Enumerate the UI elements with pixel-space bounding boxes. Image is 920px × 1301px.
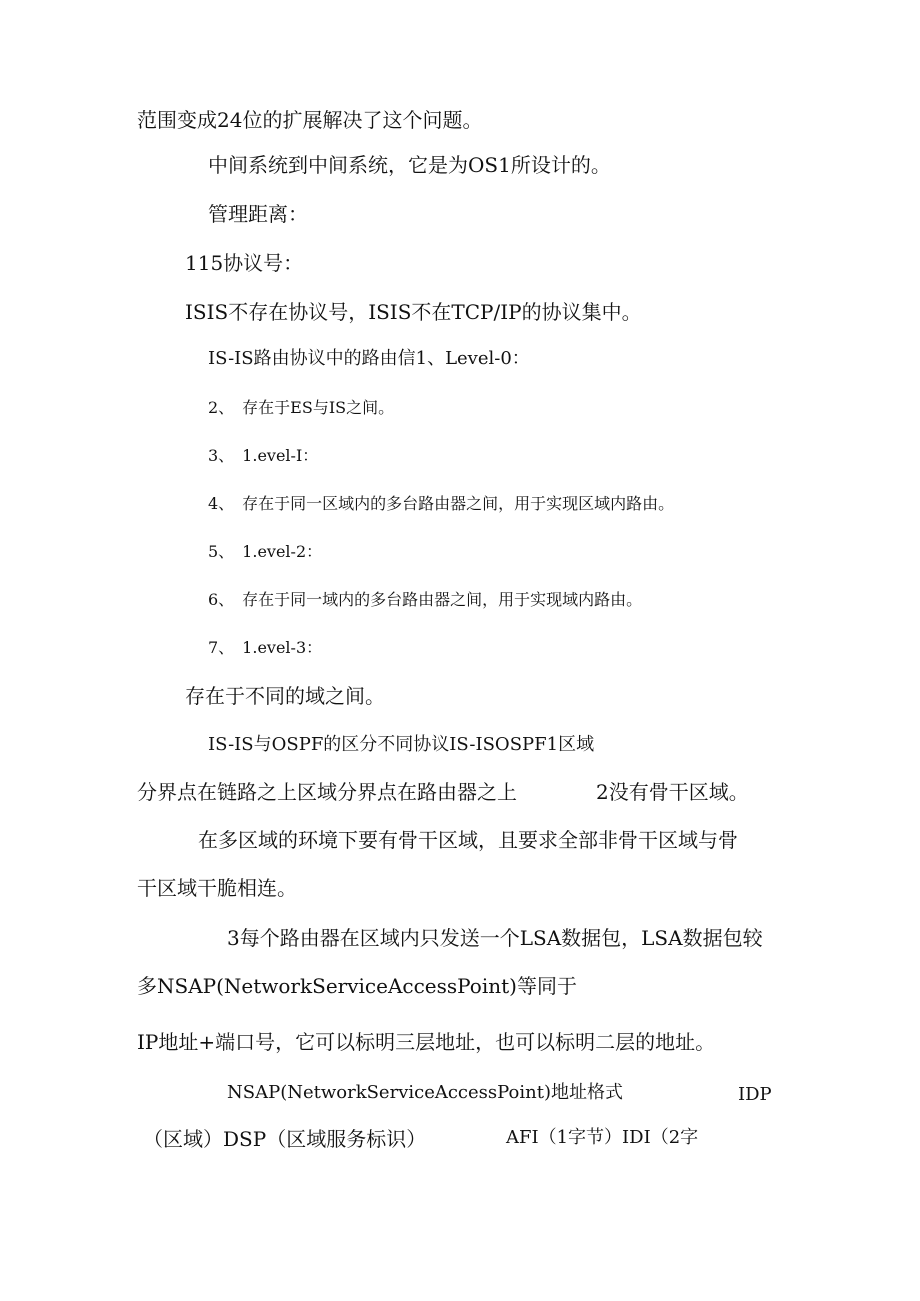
- list-item-3: 3、 1.evel-I：: [208, 446, 319, 465]
- text-line-1: 范围变成24位的扩展解决了这个问题。: [137, 108, 483, 132]
- text-line-22b: AFI（1字节）IDI（2字: [506, 1127, 699, 1148]
- text-line-15b: 2没有骨干区域。: [596, 780, 749, 804]
- text-line-20: IP地址+端口号，它可以标明三层地址，也可以标明二层的地址。: [137, 1030, 716, 1054]
- text-line-17: 干区域干脆相连。: [137, 876, 297, 900]
- text-line-5: ISIS不存在协议号，ISIS不在TCP/IP的协议集中。: [185, 300, 642, 324]
- text-line-3: 管理距离：: [208, 202, 308, 226]
- text-line-19: 多NSAP(NetworkServiceAccessPoint)等同于: [137, 974, 577, 998]
- list-item-5: 5、 1.evel-2：: [208, 542, 323, 561]
- text-line-14: IS-IS与OSPF的区分不同协议IS-ISOSPF1区域: [208, 734, 595, 755]
- text-line-21: NSAP(NetworkServiceAccessPoint)地址格式: [227, 1082, 623, 1103]
- text-line-21b: IDP: [738, 1084, 772, 1105]
- text-line-13: 存在于不同的域之间。: [185, 684, 385, 708]
- list-item-2: 2、 存在于ES与IS之间。: [208, 398, 395, 417]
- text-line-18: 3每个路由器在区域内只发送一个LSA数据包，LSA数据包较: [227, 926, 763, 950]
- text-line-22: （区域）DSP（区域服务标识）: [143, 1127, 427, 1151]
- list-item-6: 6、 存在于同一域内的多台路由器之间，用于实现域内路由。: [208, 590, 643, 609]
- text-line-4: 115协议号：: [185, 251, 304, 275]
- text-line-16: 在多区域的环境下要有骨干区域，且要求全部非骨干区域与骨: [198, 828, 738, 852]
- text-line-6: IS-IS路由协议中的路由信1、Level-0：: [208, 348, 530, 369]
- list-item-4: 4、 存在于同一区域内的多台路由器之间，用于实现区域内路由。: [208, 494, 675, 513]
- text-line-2: 中间系统到中间系统，它是为OS1所设计的。: [208, 153, 611, 177]
- list-item-7: 7、 1.evel-3：: [208, 638, 323, 657]
- text-line-15: 分界点在链路之上区域分界点在路由器之上: [137, 780, 517, 804]
